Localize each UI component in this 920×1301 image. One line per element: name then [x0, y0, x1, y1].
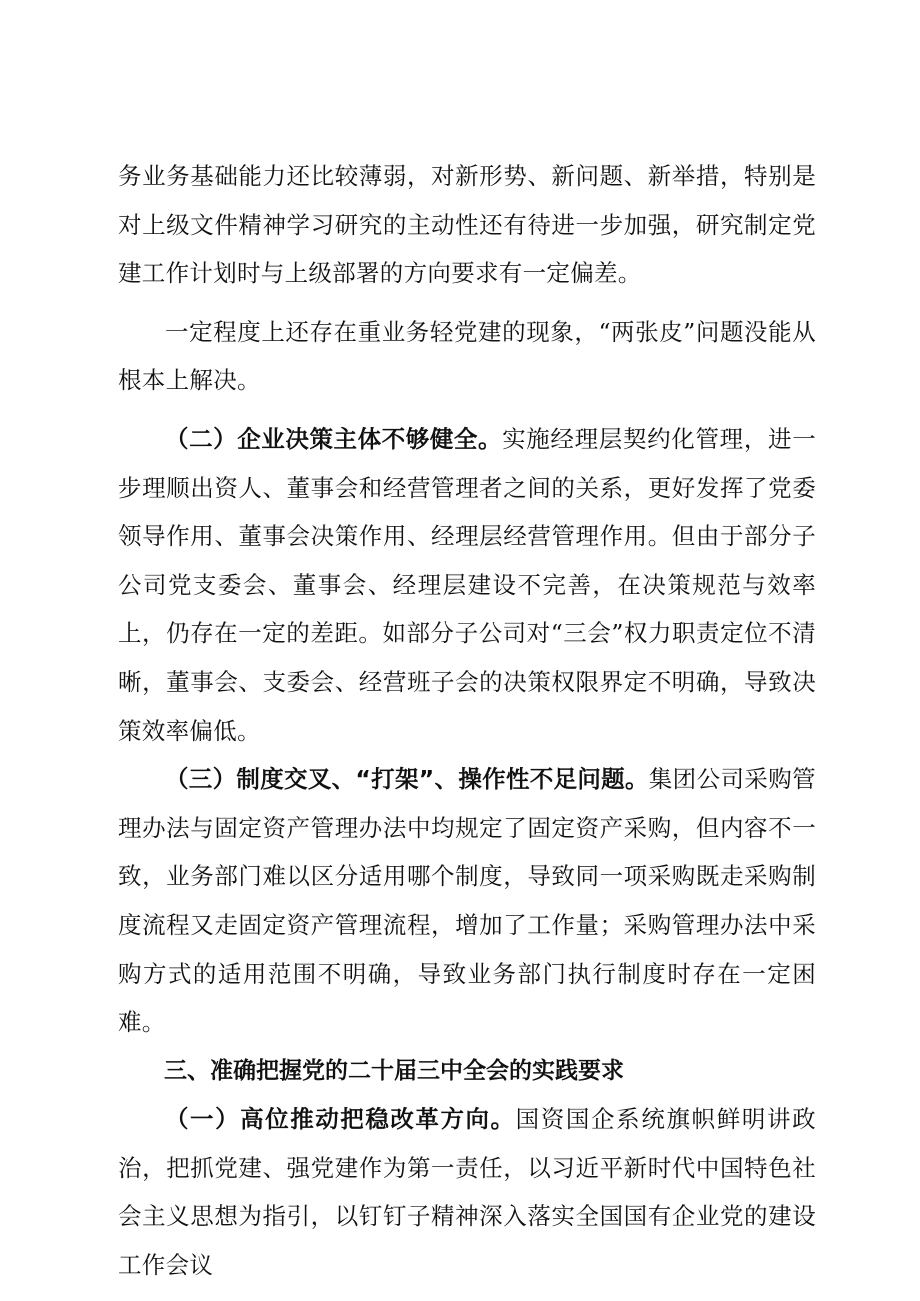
paragraph-two-skins: [118, 308, 816, 405]
paragraph-text: 务业务基础能力还比较薄弱，对新形势、新问题、新举措，特别是对上级文件精神学习研究的主动性还有待进一步加强，研究制定党建工作计划时与上级部署的方向要求有一定偏差。: [118, 162, 816, 288]
paragraph-continuation: [118, 152, 816, 298]
paragraph-gap: [118, 405, 816, 415]
paragraph-text: 一定程度上还存在重业务轻党建的现象，“两张皮”问题没能从根本上解决。: [118, 317, 816, 395]
paragraph-text: 集团公司采购管理办法与固定资产管理办法中均规定了固定资产采购，但内容不一致，业务部门难以区分适用哪个制度，导致同一项采购既走采购制度流程又走固定资产管理流程，增加了工作量；采购管理办法中采购方式的适用范围不明确，导致业务部门执行制度时存在一定困难。: [118, 765, 816, 1037]
subsection-title: （三）制度交叉、“打架”、操作性不足问题。: [165, 765, 649, 794]
paragraph-text: 实施经理层契约化管理，进一步理顺出资人、董事会和经营管理者之间的关系，更好发挥了党委领导作用、董事会决策作用、经理层经营管理作用。但由于部分子公司党支委会、董事会、经理层建设不完善，在决策规范与效率上，仍存在一定的差距。如部分子公司对“三会”权力职责定位不清晰，董事会、支委会、经营班子会的决策权限界定不明确，导致决策效率偏低。: [118, 424, 816, 745]
section-heading: 三、准确把握党的二十届三中全会的实践要求: [164, 1057, 624, 1084]
paragraph-reform-direction: [118, 1095, 816, 1289]
subsection-title: （二）企业决策主体不够健全。: [165, 424, 503, 453]
paragraph-system-conflict: [118, 755, 816, 1047]
paragraph-text: 国资国企系统旗帜鲜明讲政治，把抓党建、强党建作为第一责任，以习近平新时代中国特色社会主义思想为指引，以钉钉子精神深入落实全国国有企业党的建设工作会议: [118, 1105, 816, 1280]
subsection-title: （一）高位推动把稳改革方向。: [165, 1105, 516, 1134]
document-body: [118, 152, 816, 1290]
paragraph-decision-subject: [118, 415, 816, 755]
paragraph-gap: [118, 298, 816, 308]
